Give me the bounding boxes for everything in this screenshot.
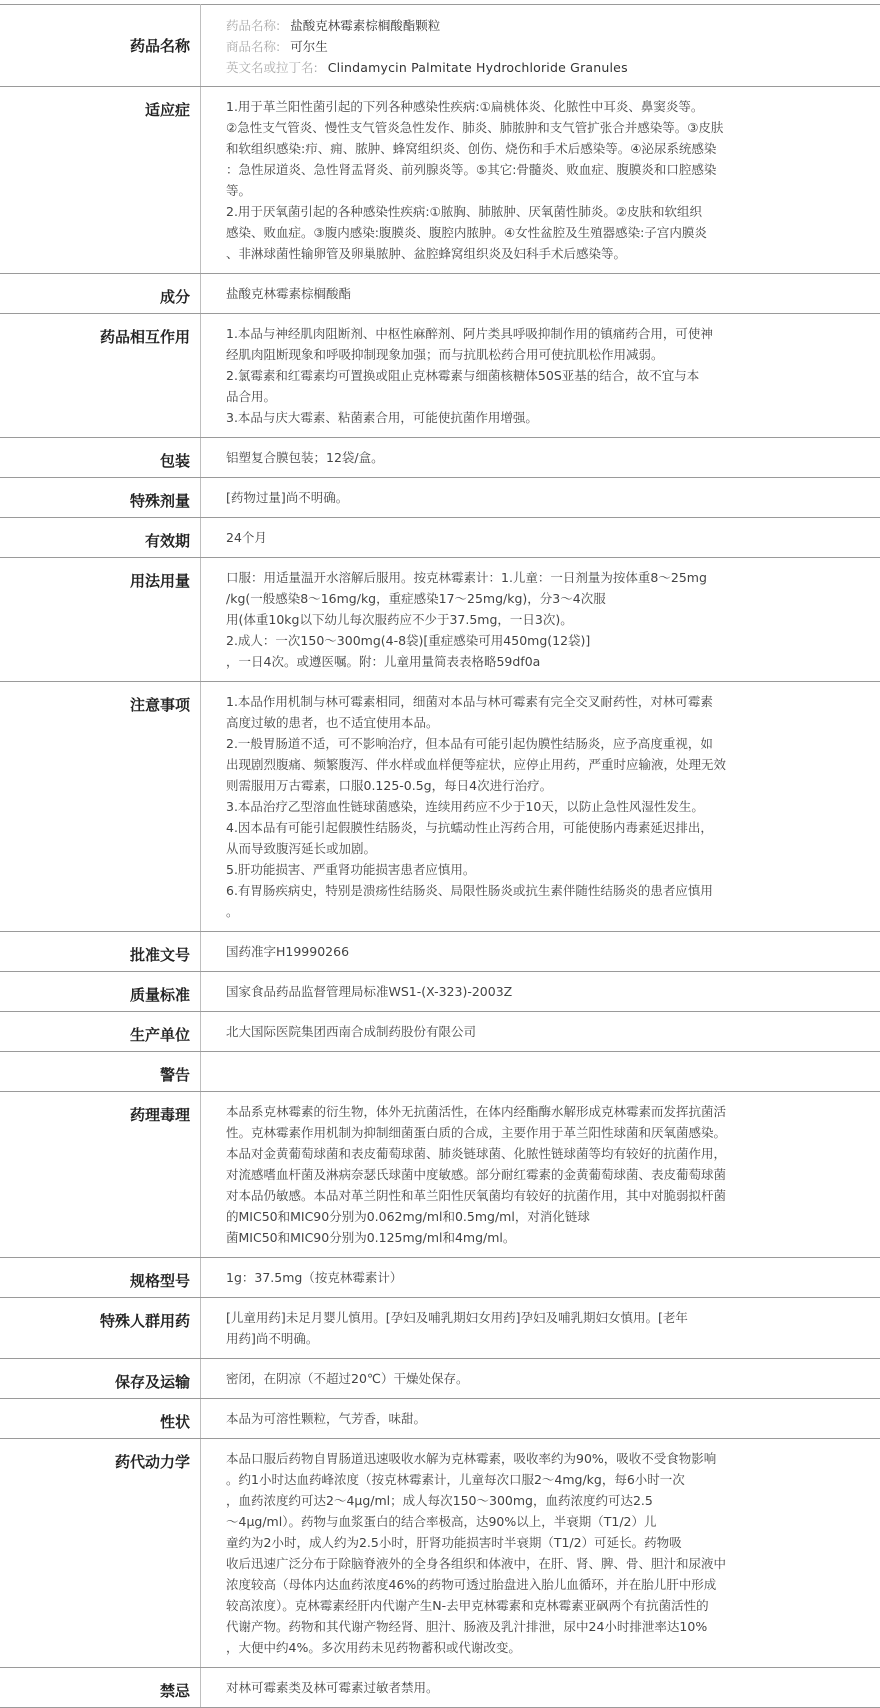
- row-value: [201, 87, 880, 274]
- row-label: 成分: [0, 274, 201, 314]
- english-name-key: 英文名或拉丁名:: [226, 60, 318, 75]
- row-label: 特殊人群用药: [0, 1298, 201, 1359]
- row-label: 特殊剂量: [0, 478, 201, 518]
- row-text-line: 本品系克林霉素的衍生物，体外无抗菌活性，在体内经酯酶水解形成克林霉素而发挥抗菌活: [226, 1101, 870, 1122]
- row-text-line: 4.因本品有可能引起假膜性结肠炎，与抗蠕动性止泻药合用，可能使肠内毒素延迟排出，: [226, 817, 870, 838]
- info-row: [0, 518, 880, 558]
- info-row: [0, 438, 880, 478]
- row-label: 注意事项: [0, 682, 201, 932]
- trade-name-key: 商品名称:: [226, 39, 280, 54]
- row-label: 药品相互作用: [0, 314, 201, 438]
- info-row: [0, 1439, 880, 1668]
- row-text-line: 对林可霉素类及林可霉素过敏者禁用。: [226, 1677, 870, 1698]
- row-value: [201, 1359, 880, 1399]
- row-text-line: 盐酸克林霉素棕榈酸酯: [226, 283, 870, 304]
- row-value: [201, 1298, 880, 1359]
- row-value: [201, 932, 880, 972]
- info-row: [0, 1399, 880, 1439]
- row-text-line: 对流感嗜血杆菌及淋病奈瑟氏球菌中度敏感。部分耐红霉素的金黄葡萄球菌、表皮葡萄球菌: [226, 1164, 870, 1185]
- row-text-line: 密闭，在阴凉（不超过20℃）干燥处保存。: [226, 1368, 870, 1389]
- row-text-line: 童约为2小时，成人约为2.5小时，肝肾功能损害时半衰期（T1/2）可延长。药物吸: [226, 1532, 870, 1553]
- row-value: [201, 5, 880, 87]
- row-value: [201, 438, 880, 478]
- row-value: [201, 558, 880, 682]
- row-label: 药品名称: [0, 5, 201, 87]
- row-text-line: 3.本品与庆大霉素、粘菌素合用，可能使抗菌作用增强。: [226, 407, 870, 428]
- row-label: 禁忌: [0, 1668, 201, 1708]
- info-row: [0, 1668, 880, 1708]
- row-text-line: [药物过量]尚不明确。: [226, 487, 870, 508]
- row-value: [201, 682, 880, 932]
- trade-name-line: [226, 36, 870, 57]
- row-value: [201, 1012, 880, 1052]
- row-text-line: 性。克林霉素作用机制为抑制细菌蛋白质的合成，主要作用于革兰阳性球菌和厌氧菌感染。: [226, 1122, 870, 1143]
- generic-name-value: 盐酸克林霉素棕榈酸酯颗粒: [290, 18, 440, 33]
- row-text-line: 收后迅速广泛分布于除脑脊液外的全身各组织和体液中，在肝、肾、脾、骨、胆汁和尿液中: [226, 1553, 870, 1574]
- row-text-line: ～4μg/ml）。药物与血浆蛋白的结合率极高，达90%以上，半衰期（T1/2）儿: [226, 1511, 870, 1532]
- info-row: [0, 558, 880, 682]
- row-text-line: 用药]尚不明确。: [226, 1328, 870, 1349]
- row-text-line: 对本品仍敏感。本品对革兰阴性和革兰阳性厌氧菌均有较好的抗菌作用，其中对脆弱拟杆菌: [226, 1185, 870, 1206]
- row-label: 保存及运输: [0, 1359, 201, 1399]
- row-text-line: 的MIC50和MIC90分别为0.062mg/ml和0.5mg/ml，对消化链球: [226, 1206, 870, 1227]
- row-text-line: 2.一般胃肠道不适，可不影响治疗，但本品有可能引起伪膜性结肠炎，应予高度重视，如: [226, 733, 870, 754]
- row-value: [201, 1399, 880, 1439]
- row-value: [201, 518, 880, 558]
- row-text-line: 感染、败血症。③腹内感染:腹膜炎、腹腔内脓肿。④女性盆腔及生殖器感染:子宫内膜炎: [226, 222, 870, 243]
- row-text-line: 和软组织感染:疖、痈、脓肿、蜂窝组织炎、创伤、烧伤和手术后感染等。④泌尿系统感染: [226, 138, 870, 159]
- info-row: [0, 1359, 880, 1399]
- english-name-value: Clindamycin Palmitate Hydrochloride Granules: [328, 60, 628, 75]
- row-value: [201, 1052, 880, 1092]
- english-name-line: [226, 57, 870, 78]
- row-text-line: [儿童用药]未足月婴儿慎用。[孕妇及哺乳期妇女用药]孕妇及哺乳期妇女慎用。[老年: [226, 1307, 870, 1328]
- row-text-line: 1g：37.5mg（按克林霉素计）: [226, 1267, 870, 1288]
- row-text-line: 2.成人：一次150～300mg(4-8袋)[重症感染可用450mg(12袋)]: [226, 630, 870, 651]
- row-text-line: 口服：用适量温开水溶解后服用。按克林霉素计：1.儿童：一日剂量为按体重8～25mg: [226, 567, 870, 588]
- row-text-line: 、非淋球菌性输卵管及卵巢脓肿、盆腔蜂窝组织炎及妇科手术后感染等。: [226, 243, 870, 264]
- row-text-line: 。: [226, 901, 870, 922]
- info-row: [0, 1298, 880, 1359]
- info-row: [0, 1092, 880, 1258]
- row-text-line: 1.本品与神经肌肉阻断剂、中枢性麻醉剂、阿片类具呼吸抑制作用的镇痛药合用，可使神: [226, 323, 870, 344]
- row-text-line: 2.氯霉素和红霉素均可置换或阻止克林霉素与细菌核糖体50S亚基的结合，故不宜与本: [226, 365, 870, 386]
- row-text-line: 北大国际医院集团西南合成制药股份有限公司: [226, 1021, 870, 1042]
- generic-name-key: 药品名称:: [226, 18, 280, 33]
- row-label: 适应症: [0, 87, 201, 274]
- row-text-line: 浓度较高（母体内达血药浓度46%的药物可透过胎盘进入胎儿血循环，并在胎儿肝中形成: [226, 1574, 870, 1595]
- row-value: [201, 1439, 880, 1668]
- row-value: [201, 972, 880, 1012]
- generic-name-line: [226, 15, 870, 36]
- info-row: [0, 478, 880, 518]
- row-label: 药理毒理: [0, 1092, 201, 1258]
- trade-name-value: 可尔生: [290, 39, 328, 54]
- row-value: [201, 274, 880, 314]
- row-text-line: 菌MIC50和MIC90分别为0.125mg/ml和4mg/ml。: [226, 1227, 870, 1248]
- row-text-line: 1.本品作用机制与林可霉素相同，细菌对本品与林可霉素有完全交叉耐药性，对林可霉素: [226, 691, 870, 712]
- row-label: 药代动力学: [0, 1439, 201, 1668]
- info-row: [0, 314, 880, 438]
- row-text-line: 经肌肉阻断现象和呼吸抑制现象加强；而与抗肌松药合用可使抗肌松作用减弱。: [226, 344, 870, 365]
- row-text-line: ：急性尿道炎、急性肾盂肾炎、前列腺炎等。⑤其它:骨髓炎、败血症、腹膜炎和口腔感染: [226, 159, 870, 180]
- info-row: [0, 1258, 880, 1298]
- row-text-line: 。约1小时达血药峰浓度（按克林霉素计，儿童每次口服2～4mg/kg，每6小时一次: [226, 1469, 870, 1490]
- row-text-line: 品合用。: [226, 386, 870, 407]
- row-value: [201, 1258, 880, 1298]
- row-label: 规格型号: [0, 1258, 201, 1298]
- row-label: 警告: [0, 1052, 201, 1092]
- row-text-line: 本品对金黄葡萄球菌和表皮葡萄球菌、肺炎链球菌、化脓性链球菌等均有较好的抗菌作用，: [226, 1143, 870, 1164]
- row-text-line: 则需服用万古霉素，口服0.125-0.5g，每日4次进行治疗。: [226, 775, 870, 796]
- row-text-line: 铝塑复合膜包装；12袋/盒。: [226, 447, 870, 468]
- row-text-line: 高度过敏的患者，也不适宜使用本品。: [226, 712, 870, 733]
- row-text-line: 2.用于厌氧菌引起的各种感染性疾病:①脓胸、肺脓肿、厌氧菌性肺炎。②皮肤和软组织: [226, 201, 870, 222]
- info-row: [0, 682, 880, 932]
- info-row: [0, 1052, 880, 1092]
- row-text-line: 等。: [226, 180, 870, 201]
- row-text-line: 24个月: [226, 527, 870, 548]
- drug-info-table: [0, 4, 880, 1708]
- row-text-line: ，大便中约4%。多次用药未见药物蓄积或代谢改变。: [226, 1637, 870, 1658]
- row-label: 用法用量: [0, 558, 201, 682]
- row-text-line: 6.有胃肠疾病史，特别是溃疡性结肠炎、局限性肠炎或抗生素伴随性结肠炎的患者应慎用: [226, 880, 870, 901]
- row-text-line: 3.本品治疗乙型溶血性链球菌感染，连续用药应不少于10天，以防止急性风湿性发生。: [226, 796, 870, 817]
- row-label: 性状: [0, 1399, 201, 1439]
- row-drug-name: [0, 5, 880, 87]
- row-label: 有效期: [0, 518, 201, 558]
- row-label: 质量标准: [0, 972, 201, 1012]
- row-label: 生产单位: [0, 1012, 201, 1052]
- row-value: [201, 1668, 880, 1708]
- row-text-line: 代谢产物。药物和其代谢产物经肾、胆汁、肠液及乳汁排泄，尿中24小时排泄率达10%: [226, 1616, 870, 1637]
- row-text-line: 从而导致腹泻延长或加剧。: [226, 838, 870, 859]
- row-text-line: ，一日4次。或遵医嘱。附：儿童用量简表表格略59df0a: [226, 651, 870, 672]
- row-text-line: /kg(一般感染8～16mg/kg，重症感染17～25mg/kg)，分3～4次服: [226, 588, 870, 609]
- row-text-line: 用(体重10kg以下幼儿每次服药应不少于37.5mg，一日3次)。: [226, 609, 870, 630]
- row-value: [201, 478, 880, 518]
- row-text-line: ②急性支气管炎、慢性支气管炎急性发作、肺炎、肺脓肿和支气管扩张合并感染等。③皮肤: [226, 117, 870, 138]
- row-text-line: 1.用于革兰阳性菌引起的下列各种感染性疾病:①扁桃体炎、化脓性中耳炎、鼻窦炎等。: [226, 96, 870, 117]
- row-text-line: 出现剧烈腹痛、频繁腹泻、伴水样或血样便等症状，应停止用药，严重时应输液，处理无效: [226, 754, 870, 775]
- row-label: 包装: [0, 438, 201, 478]
- row-text-line: 本品口服后药物自胃肠道迅速吸收水解为克林霉素，吸收率约为90%，吸收不受食物影响: [226, 1448, 870, 1469]
- row-value: [201, 1092, 880, 1258]
- row-text-line: 本品为可溶性颗粒，气芳香，味甜。: [226, 1408, 870, 1429]
- row-text-line: [226, 1061, 870, 1082]
- info-row: [0, 972, 880, 1012]
- row-text-line: 5.肝功能损害、严重肾功能损害患者应慎用。: [226, 859, 870, 880]
- row-text-line: 国药准字H19990266: [226, 941, 870, 962]
- row-value: [201, 314, 880, 438]
- row-text-line: 较高浓度）。克林霉素经肝内代谢产生N-去甲克林霉素和克林霉素亚砜两个有抗菌活性的: [226, 1595, 870, 1616]
- row-text-line: ，血药浓度约可达2～4μg/ml；成人每次150～300mg，血药浓度约可达2.5: [226, 1490, 870, 1511]
- info-row: [0, 932, 880, 972]
- info-row: [0, 274, 880, 314]
- info-row: [0, 1012, 880, 1052]
- info-row: [0, 87, 880, 274]
- row-text-line: 国家食品药品监督管理局标准WS1-(X-323)-2003Z: [226, 981, 870, 1002]
- row-label: 批准文号: [0, 932, 201, 972]
